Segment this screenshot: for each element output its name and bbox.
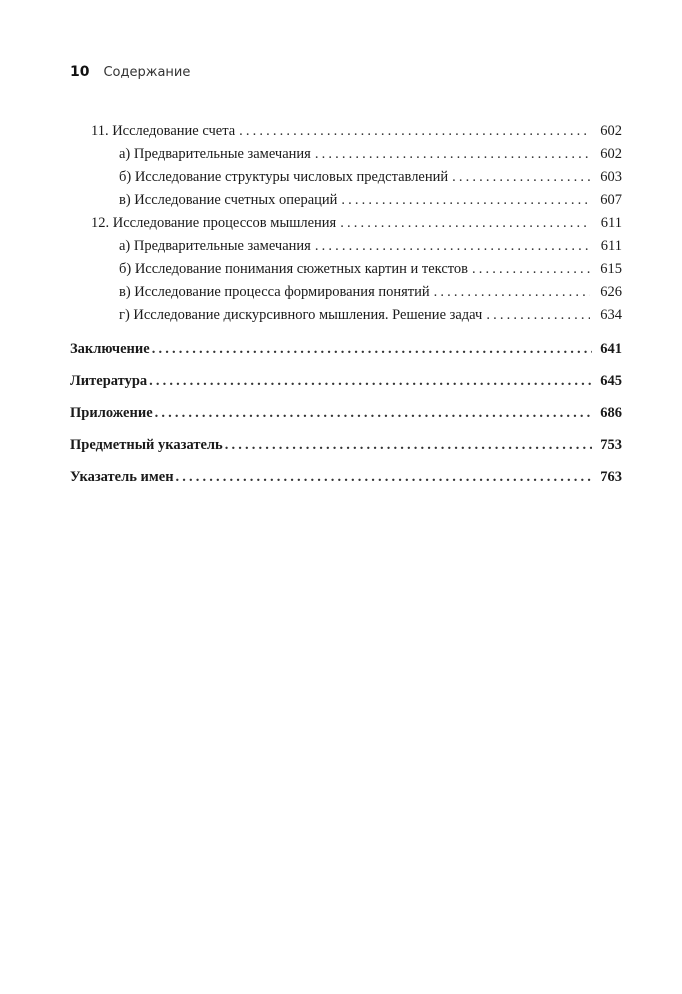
dot-leader — [434, 281, 590, 304]
toc-entry-subsection[interactable] — [70, 235, 622, 258]
toc-entry-subject-index[interactable] — [70, 429, 622, 461]
toc-entry-title: Предметный указатель — [70, 437, 223, 453]
toc-entry-page: 611 — [600, 238, 622, 254]
toc-entry-name-index[interactable] — [70, 461, 622, 493]
toc-entry-title: б) Исследование понимания сюжетных картин и текстов — [119, 261, 469, 277]
toc-entry-title: а) Предварительные замечания — [119, 238, 311, 254]
toc-entry-title: Приложение — [70, 405, 153, 421]
toc-entry-subsection[interactable] — [70, 189, 622, 212]
dot-leader — [315, 235, 590, 258]
dot-leader — [239, 120, 590, 143]
dot-leader — [225, 429, 592, 461]
dot-leader — [155, 397, 592, 429]
dot-leader — [486, 304, 590, 327]
toc-entry-page: 763 — [600, 469, 622, 485]
toc-entry-subsection[interactable] — [70, 304, 622, 327]
toc-entry-title: Указатель имен — [70, 469, 174, 485]
toc-entry-page: 602 — [600, 146, 622, 162]
toc-entry-title: 11. Исследование счета — [91, 123, 236, 139]
toc-entry-title: Заключение — [70, 341, 150, 357]
toc-entry-subsection[interactable] — [70, 281, 622, 304]
toc-entry-page: 753 — [600, 437, 622, 453]
dot-leader — [341, 189, 590, 212]
page-number: 10 — [70, 64, 90, 80]
toc-entry-title: 12. Исследование процессов мышления — [91, 215, 337, 231]
toc-entry-page: 611 — [600, 215, 622, 231]
toc-entry-title: в) Исследование процесса формирования понятий — [119, 284, 430, 300]
toc-entry-subsection[interactable] — [70, 166, 622, 189]
toc-entry-section-11[interactable] — [70, 120, 622, 143]
page-header — [70, 64, 190, 86]
toc-entry-subsection[interactable] — [70, 258, 622, 281]
table-of-contents — [70, 120, 622, 493]
toc-entry-title: а) Предварительные замечания — [119, 146, 311, 162]
dot-leader — [176, 461, 592, 493]
dot-leader — [472, 258, 590, 281]
toc-entry-page: 634 — [600, 307, 622, 323]
toc-entry-title: в) Исследование счетных операций — [119, 192, 338, 208]
toc-entry-section-12[interactable] — [70, 212, 622, 235]
toc-entry-title: Литература — [70, 373, 148, 389]
toc-entry-subsection[interactable] — [70, 143, 622, 166]
toc-entry-page: 641 — [600, 341, 622, 357]
toc-entry-conclusion[interactable] — [70, 333, 622, 365]
toc-entry-title: б) Исследование структуры числовых представлений — [119, 169, 449, 185]
toc-entry-page: 602 — [600, 123, 622, 139]
toc-entry-appendix[interactable] — [70, 397, 622, 429]
toc-entry-title: г) Исследование дискурсивного мышления. Решение задач — [119, 307, 483, 323]
toc-entry-page: 615 — [600, 261, 622, 277]
running-title: Содержание — [103, 65, 191, 80]
dot-leader — [152, 333, 592, 365]
dot-leader — [452, 166, 590, 189]
toc-entry-page: 603 — [600, 169, 622, 185]
dot-leader — [340, 212, 590, 235]
toc-entry-literature[interactable] — [70, 365, 622, 397]
dot-leader — [315, 143, 590, 166]
toc-entry-page: 645 — [600, 373, 622, 389]
toc-entry-page: 686 — [600, 405, 622, 421]
dot-leader — [149, 365, 592, 397]
toc-entry-page: 626 — [600, 284, 622, 300]
toc-entry-page: 607 — [600, 192, 622, 208]
